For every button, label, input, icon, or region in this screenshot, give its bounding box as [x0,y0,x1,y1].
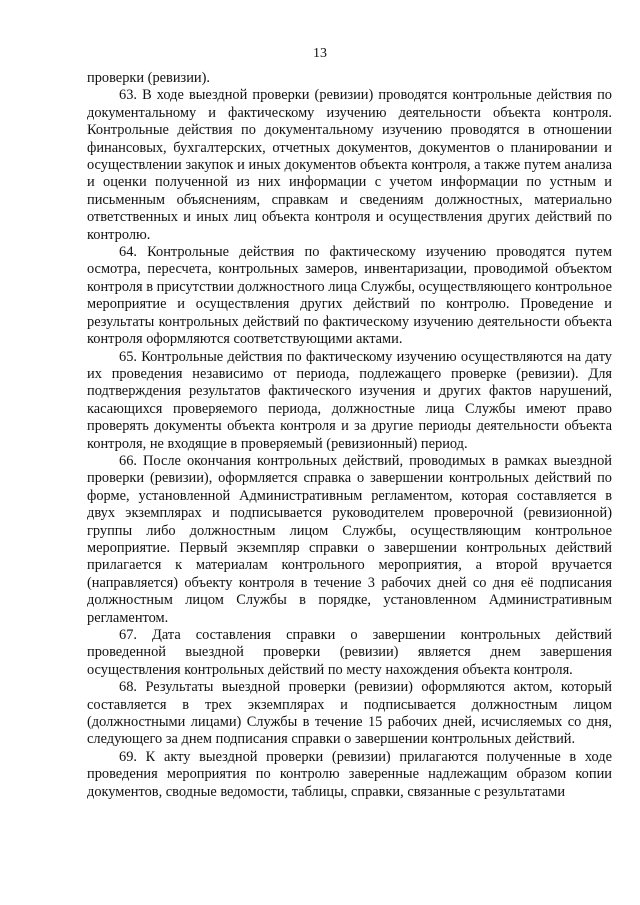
paragraph-item-67: 67. Дата составления справки о завершении контрольных действий проведенной выездной проверки (ревизии) является днем завершения осуществления контрольных действий по месту нахождения объекта контроля. [87,627,612,678]
paragraph-item-69: 69. К акту выездной проверки (ревизии) прилагаются полученные в ходе проведения мероприятия по контролю заверенные надлежащим образом копии документов, сводные ведомости, таблицы, справки, связанные с результатами [87,748,612,800]
paragraph-item-65: 65. Контрольные действия по фактическому изучению осуществляются на дату их проведения независимо от периода, подлежащего проверке (ревизии). Для подтверждения результатов фактического изучения и других фактов нарушений, касающихся проверяемого периода, должностные лица Службы имеют право проверять документы объекта контроля и за другие периоды деятельности объекта контроля, не входящие в проверяемый (ревизионный) период. [87,348,612,452]
paragraph-item-66: 66. После окончания контрольных действий, проводимых в рамках выездной проверки (ревизии), оформляется справка о завершении контрольных действий по форме, установленной Административным регламентом, которая составляется в двух экземплярах и подписывается руководителем проверочной (ревизионной) группы либо должностным лицом Службы, осуществляющим контрольное мероприятие. Первый экземпляр справки о завершении контрольных действий прилагается к материалам контрольного мероприятия, а второй вручается (направляется) объекту контроля в течение 3 рабочих дней со дня её подписания должностным лицом Службы в порядке, установленном Административным регламентом. [87,452,612,626]
paragraph-item-63: 63. В ходе выездной проверки (ревизии) проводятся контрольные действия по документальному и фактическому изучению деятельности объекта контроля. Контрольные действия по документальному изучению проводятся в отношении финансовых, бухгалтерских, отчетных документов, документов о планировании и осуществлении закупок и иных документов объекта контроля, а также путем анализа и оценки полученной из них информации с учетом информации по устным и письменным объяснениям, справкам и сведениям должностных, материально ответственных и иных лиц объекта контроля и осуществления других действий по контролю. [87,87,612,243]
document-body [87,70,612,801]
page-number: 13 [313,46,327,61]
paragraph-item-64: 64. Контрольные действия по фактическому изучению проводятся путем осмотра, пересчета, контрольных замеров, инвентаризации, проводимой объектом контроля в присутствии должностного лица Службы, осуществляющего контрольное мероприятие и осуществления других действий по контролю. Проведение и результаты контрольных действий по фактическому изучению деятельности объекта контроля оформляются соответствующими актами. [87,244,612,348]
paragraph-continuation: проверки (ревизии). [87,70,211,86]
paragraph-item-68: 68. Результаты выездной проверки (ревизии) оформляются актом, который составляется в трех экземплярах и подписывается должностным лицом (должностными лицами) Службы в течение 15 рабочих дней, исчисляемых со дня, следующего за днем подписания справки о завершении контрольных действий. [87,679,612,748]
